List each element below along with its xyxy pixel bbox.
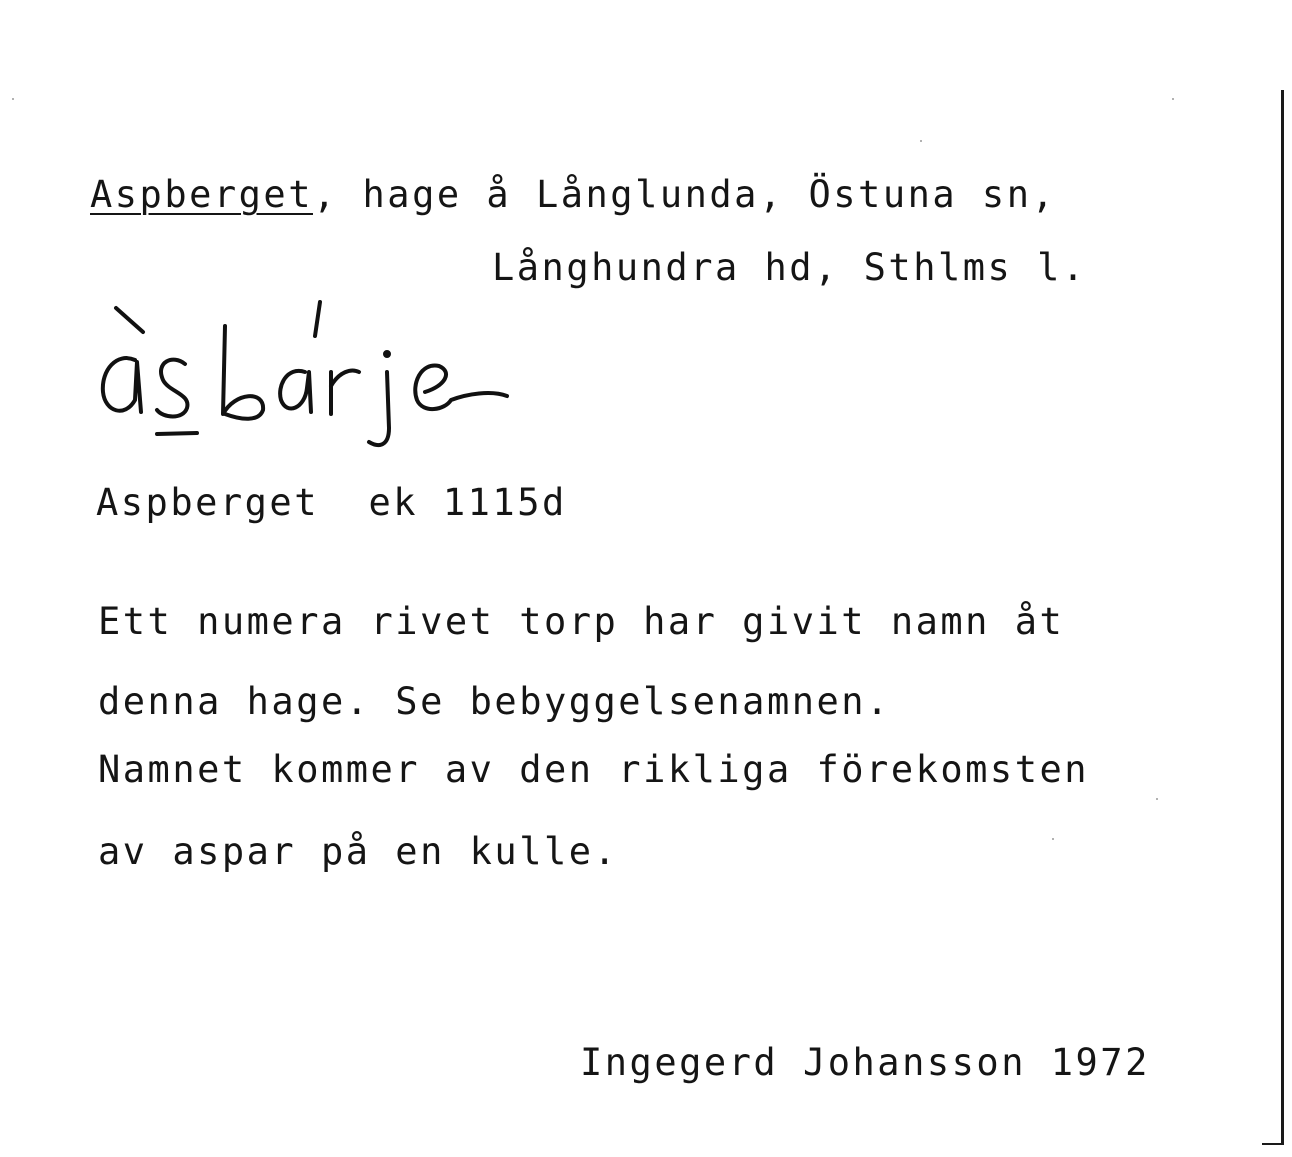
handwritten-pronunciation	[95, 288, 515, 453]
body-line-3: Namnet kommer av den rikliga förekomsten	[98, 748, 1090, 791]
body-line-1: Ett numera rivet torp har givit namn åt	[98, 600, 1065, 643]
signature: Ingegerd Johansson 1972	[580, 1041, 1150, 1084]
body-line-4: av aspar på en kulle.	[98, 830, 619, 873]
paper-speck	[1156, 798, 1158, 800]
place-location-line2: Långhundra hd, Sthlms l.	[492, 246, 1087, 289]
card-right-edge	[1281, 90, 1284, 1145]
paper-speck	[1052, 838, 1054, 840]
place-name: Aspberget	[90, 173, 313, 216]
place-location: , hage å Långlunda, Östuna sn,	[312, 173, 1057, 216]
paper-speck	[12, 98, 14, 100]
paper-speck	[920, 140, 922, 142]
body-line-2: denna hage. Se bebyggelsenamnen.	[98, 680, 891, 723]
card-bottom-edge	[1262, 1143, 1284, 1145]
place-heading	[90, 173, 1056, 217]
map-reference: Aspberget ek 1115d	[96, 481, 567, 524]
paper-speck	[1172, 98, 1174, 100]
